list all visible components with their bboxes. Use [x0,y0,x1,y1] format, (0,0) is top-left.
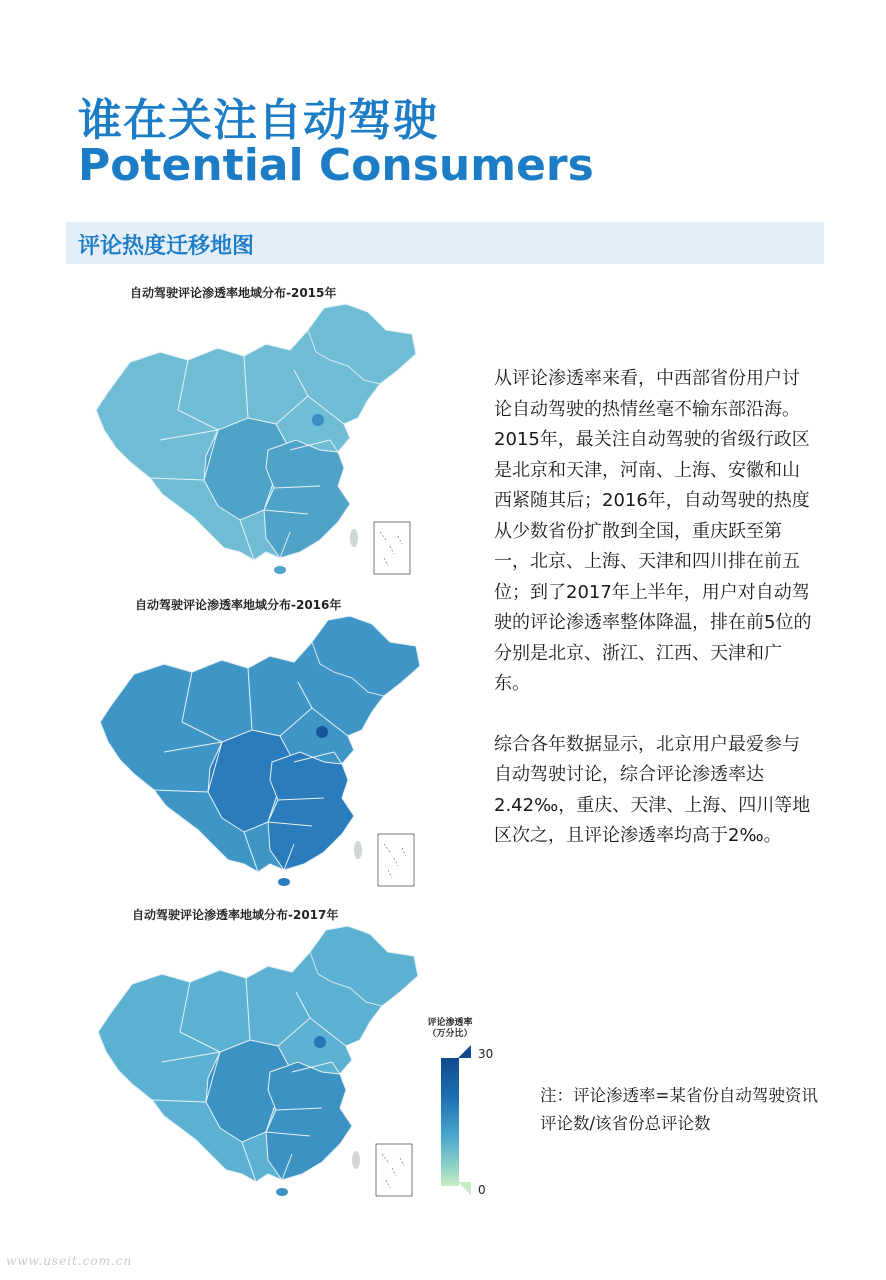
legend-min-marker [458,1182,472,1196]
watermark: www.useit.com.cn [6,1254,133,1268]
section-header-bar [66,222,824,264]
analysis-paragraph-2: 综合各年数据显示，北京用户最爱参与自动驾驶讨论，综合评论渗透率达2.42‰，重庆、天津、上海、四川等地区次之，且评论渗透率均高于2‰。 [494,733,811,846]
legend-max-marker [458,1045,472,1059]
section-title: 评论热度迁移地图 [78,234,255,259]
china-map-2016 [72,612,424,894]
analysis-text [494,364,816,882]
page-title-en: Potential Consumers [78,140,594,191]
china-map-2015 [68,300,420,582]
definition-note: 注：评论渗透率=某省份自动驾驶资讯评论数/该省份总评论数 [540,1086,818,1133]
legend-title-line2: （万分比） [427,1029,473,1039]
legend-max-label: 30 [478,1047,494,1061]
map-title-2016: 自动驾驶评论渗透率地域分布-2016年 [135,598,342,612]
page-title-cn: 谁在关注自动驾驶 [78,95,438,146]
legend-color-scale [441,1058,459,1186]
map-title-2015: 自动驾驶评论渗透率地域分布-2015年 [130,286,337,300]
analysis-paragraph-1: 从评论渗透率来看，中西部省份用户讨论自动驾驶的热情丝毫不输东部沿海。2015年，最关注自动驾驶的省级行政区是北京和天津，河南、上海、安徽和山西紧随其后；2016年，自动驾驶的热度从少数省份扩散到全国，重庆跃至第一，北京、上海、天津和四川排在前五位；到了2017年上半年，用户对自动驾驶的评论渗透率整体降温，排在前5位的分别是北京、浙江、江西、天津和广东。 [494,368,812,694]
china-map-2017 [70,922,422,1204]
legend-title [426,1018,474,1040]
legend-min-label: 0 [478,1183,486,1197]
map-title-2017: 自动驾驶评论渗透率地域分布-2017年 [132,908,339,922]
legend-title-line1: 评论渗透率 [427,1018,473,1028]
